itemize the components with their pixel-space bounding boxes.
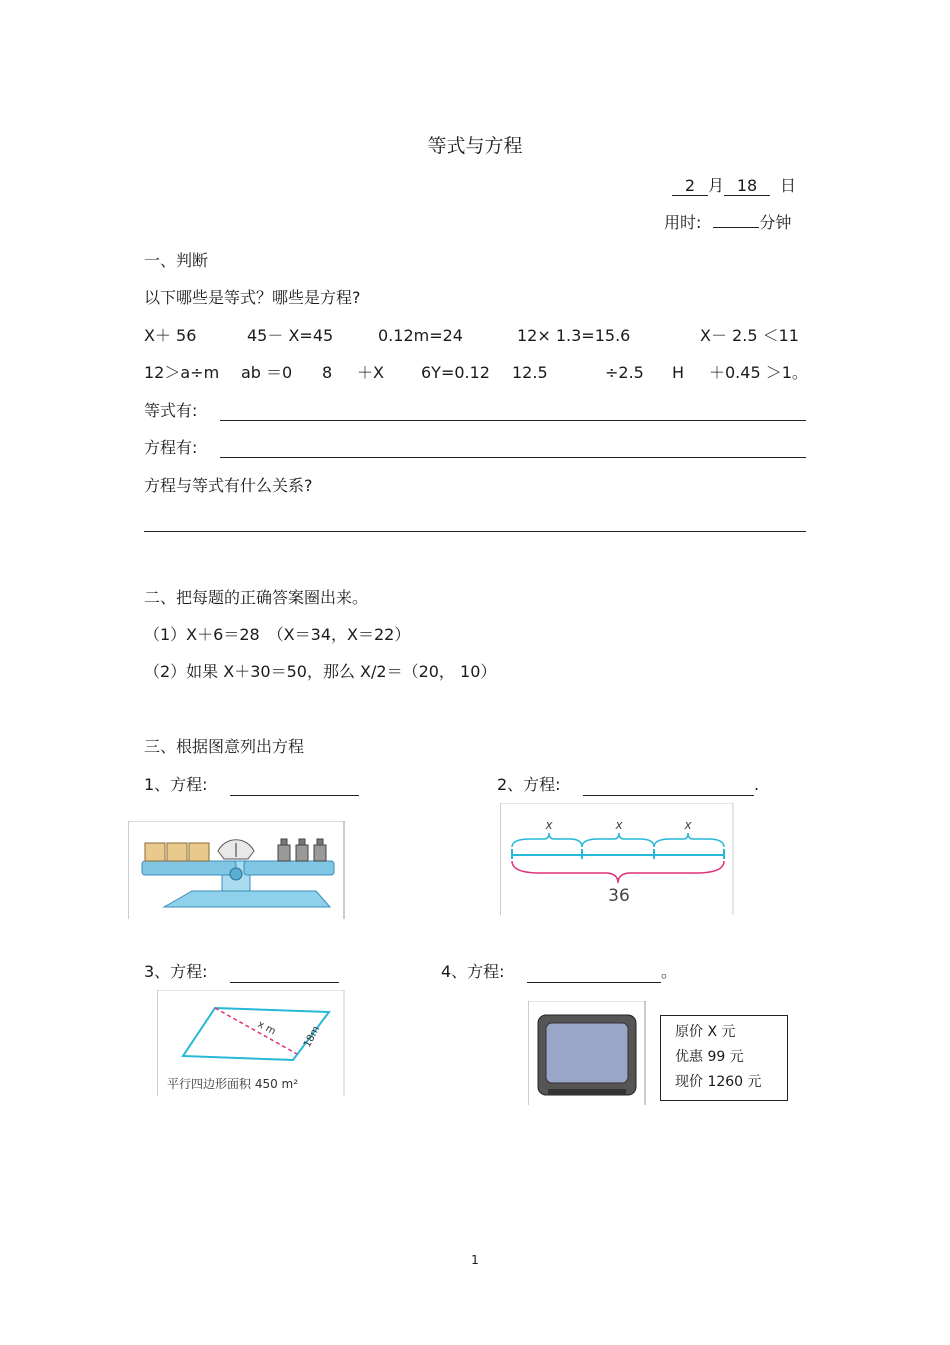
total-brace <box>512 861 724 883</box>
time-used-unit: 分钟 <box>759 213 792 232</box>
item2-suffix: . <box>754 775 760 794</box>
expression: 45－ X=45 <box>247 326 334 345</box>
price-original: 原价 X 元 <box>675 1024 736 1040</box>
time-used-label: 用时: <box>664 213 702 232</box>
scale-base <box>164 891 330 907</box>
weight-icon <box>296 845 308 861</box>
segment-label: x <box>684 818 692 832</box>
height-line <box>215 1008 297 1054</box>
date-day: 18 <box>724 177 770 196</box>
section3-heading: 三、根据图意列出方程 <box>144 737 305 756</box>
time-used-line <box>664 213 791 233</box>
scale-pivot <box>230 868 242 880</box>
date-day-label: 日 <box>780 176 797 195</box>
section1-question: 以下哪些是等式？哪些是方程? <box>144 288 361 307</box>
expression: 12.5 <box>512 363 548 382</box>
equations-label: 等式有: <box>144 401 198 420</box>
date-month-label: 月 <box>708 176 725 195</box>
segment-brace <box>582 833 654 847</box>
weight-icon <box>278 845 290 861</box>
expression: ab ＝0 <box>241 363 293 382</box>
expression: 6Y=0.12 <box>421 363 490 382</box>
item2-answer-line[interactable] <box>583 795 754 796</box>
item1-answer-line[interactable] <box>230 795 359 796</box>
item2-label: 2、方程: <box>497 775 561 794</box>
height-label: 18m <box>301 1024 323 1050</box>
expression: X－ 2.5 ＜11 <box>700 326 799 345</box>
section1-heading: 一、判断 <box>144 251 209 270</box>
section2-heading: 二、把每题的正确答案圈出来。 <box>144 588 369 607</box>
price-discount: 优惠 99 元 <box>675 1049 744 1065</box>
section2-q2: （2）如果 X＋30＝50，那么 X/2＝（20， 10） <box>144 662 497 681</box>
price-box <box>660 1015 788 1101</box>
expression: 12＞a÷m <box>144 363 220 382</box>
page-title: 等式与方程 <box>427 135 523 157</box>
expression: 0.12m=24 <box>378 326 463 345</box>
balance-scale-figure <box>128 821 345 919</box>
item1-label: 1、方程: <box>144 775 208 794</box>
weight-block <box>189 843 209 861</box>
weight-block <box>167 843 187 861</box>
expression: ＋X <box>357 363 384 382</box>
area-caption: 平行四边形面积 450 m² <box>167 1077 299 1091</box>
expression: ÷2.5 <box>605 363 644 382</box>
item3-label: 3、方程: <box>144 962 208 981</box>
segment-diagram-figure <box>500 803 734 915</box>
item4-label: 4、方程: <box>441 962 505 981</box>
date-line <box>672 176 796 196</box>
tv-figure <box>528 1001 646 1105</box>
equations-answer-line[interactable] <box>220 420 806 421</box>
page-number: 1 <box>471 1253 479 1267</box>
item4-answer-line[interactable] <box>527 982 661 983</box>
parallelogram-figure <box>157 990 345 1096</box>
total-label: 36 <box>608 886 630 906</box>
expression: 8 <box>322 363 333 382</box>
price-current: 现价 1260 元 <box>675 1074 762 1090</box>
weight-block <box>145 843 165 861</box>
scale-left-pan <box>142 861 236 875</box>
section2-q1: （1）X＋6＝28 （X＝34，X＝22） <box>144 625 411 644</box>
expression: X＋ 56 <box>144 326 197 345</box>
expression: H <box>672 363 685 382</box>
scale-right-pan <box>244 861 334 875</box>
segment-brace <box>654 833 724 847</box>
time-used-blank[interactable] <box>713 227 759 228</box>
segment-label: x <box>545 818 553 832</box>
date-month: 2 <box>672 177 708 196</box>
segment-label: x <box>615 818 623 832</box>
tv-screen <box>546 1023 628 1083</box>
fangcheng-label: 方程有: <box>144 438 198 457</box>
expression: 12× 1.3=15.6 <box>517 326 631 345</box>
side-label: x m <box>255 1018 278 1038</box>
segment-brace <box>512 833 582 847</box>
relation-question: 方程与等式有什么关系? <box>144 476 313 495</box>
fangcheng-answer-line[interactable] <box>220 457 806 458</box>
relation-answer-line[interactable] <box>144 531 806 532</box>
item3-answer-line[interactable] <box>230 982 339 983</box>
expression: ＋0.45 ＞1。 <box>709 363 808 382</box>
weight-icon <box>314 845 326 861</box>
item4-suffix: 。 <box>661 962 678 981</box>
